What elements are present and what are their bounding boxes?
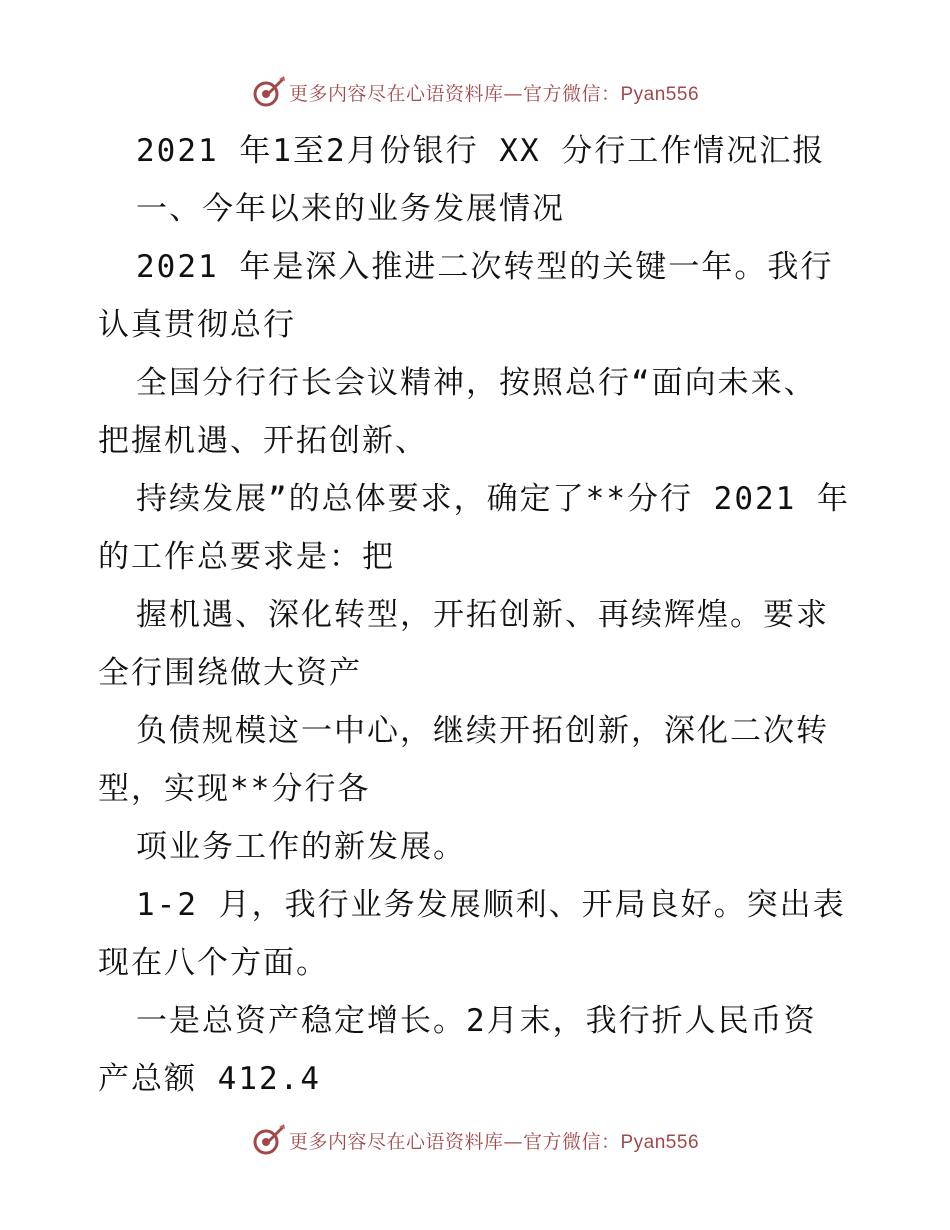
paragraph-line: 现在八个方面。	[98, 945, 329, 981]
paragraph-line: 的工作总要求是：把	[98, 539, 395, 575]
watermark-banner-top	[0, 72, 950, 112]
paragraph-line: 2021 年是深入推进二次转型的关键一年。我行	[136, 249, 834, 285]
paragraph-line: 负债规模这一中心，继续开拓创新，深化二次转	[136, 713, 829, 749]
paragraph-line: 全行围绕做大资产	[98, 655, 362, 691]
brush-logo-icon	[251, 1122, 287, 1158]
paragraph-line: 产总额 412.4	[98, 1061, 321, 1097]
document-body	[98, 122, 858, 1108]
paragraph-line: 持续发展”的总体要求，确定了**分行 2021 年	[136, 481, 850, 517]
brush-logo-icon	[251, 74, 287, 110]
paragraph-line: 项业务工作的新发展。	[136, 829, 466, 865]
paragraph-line: 1-2 月，我行业务发展顺利、开局良好。突出表	[136, 887, 846, 923]
paragraph-line: 一是总资产稳定增长。2月末，我行折人民币资	[136, 1003, 817, 1039]
paragraph-line: 一、今年以来的业务发展情况	[136, 191, 565, 227]
watermark-banner-bottom	[0, 1120, 950, 1160]
paragraph-line: 认真贯彻总行	[98, 307, 296, 343]
watermark-text: 更多内容尽在心语资料库—官方微信：Pyan556	[288, 1130, 700, 1153]
paragraph-line: 型，实现**分行各	[98, 771, 371, 807]
paragraph-line: 全国分行行长会议精神，按照总行“面向未来、	[136, 365, 817, 401]
paragraph-line: 2021 年1至2月份银行 XX 分行工作情况汇报	[136, 133, 826, 169]
paragraph-line: 握机遇、深化转型，开拓创新、再续辉煌。要求	[136, 597, 829, 633]
paragraph-line: 把握机遇、开拓创新、	[98, 423, 428, 459]
watermark-text: 更多内容尽在心语资料库—官方微信：Pyan556	[288, 82, 700, 105]
